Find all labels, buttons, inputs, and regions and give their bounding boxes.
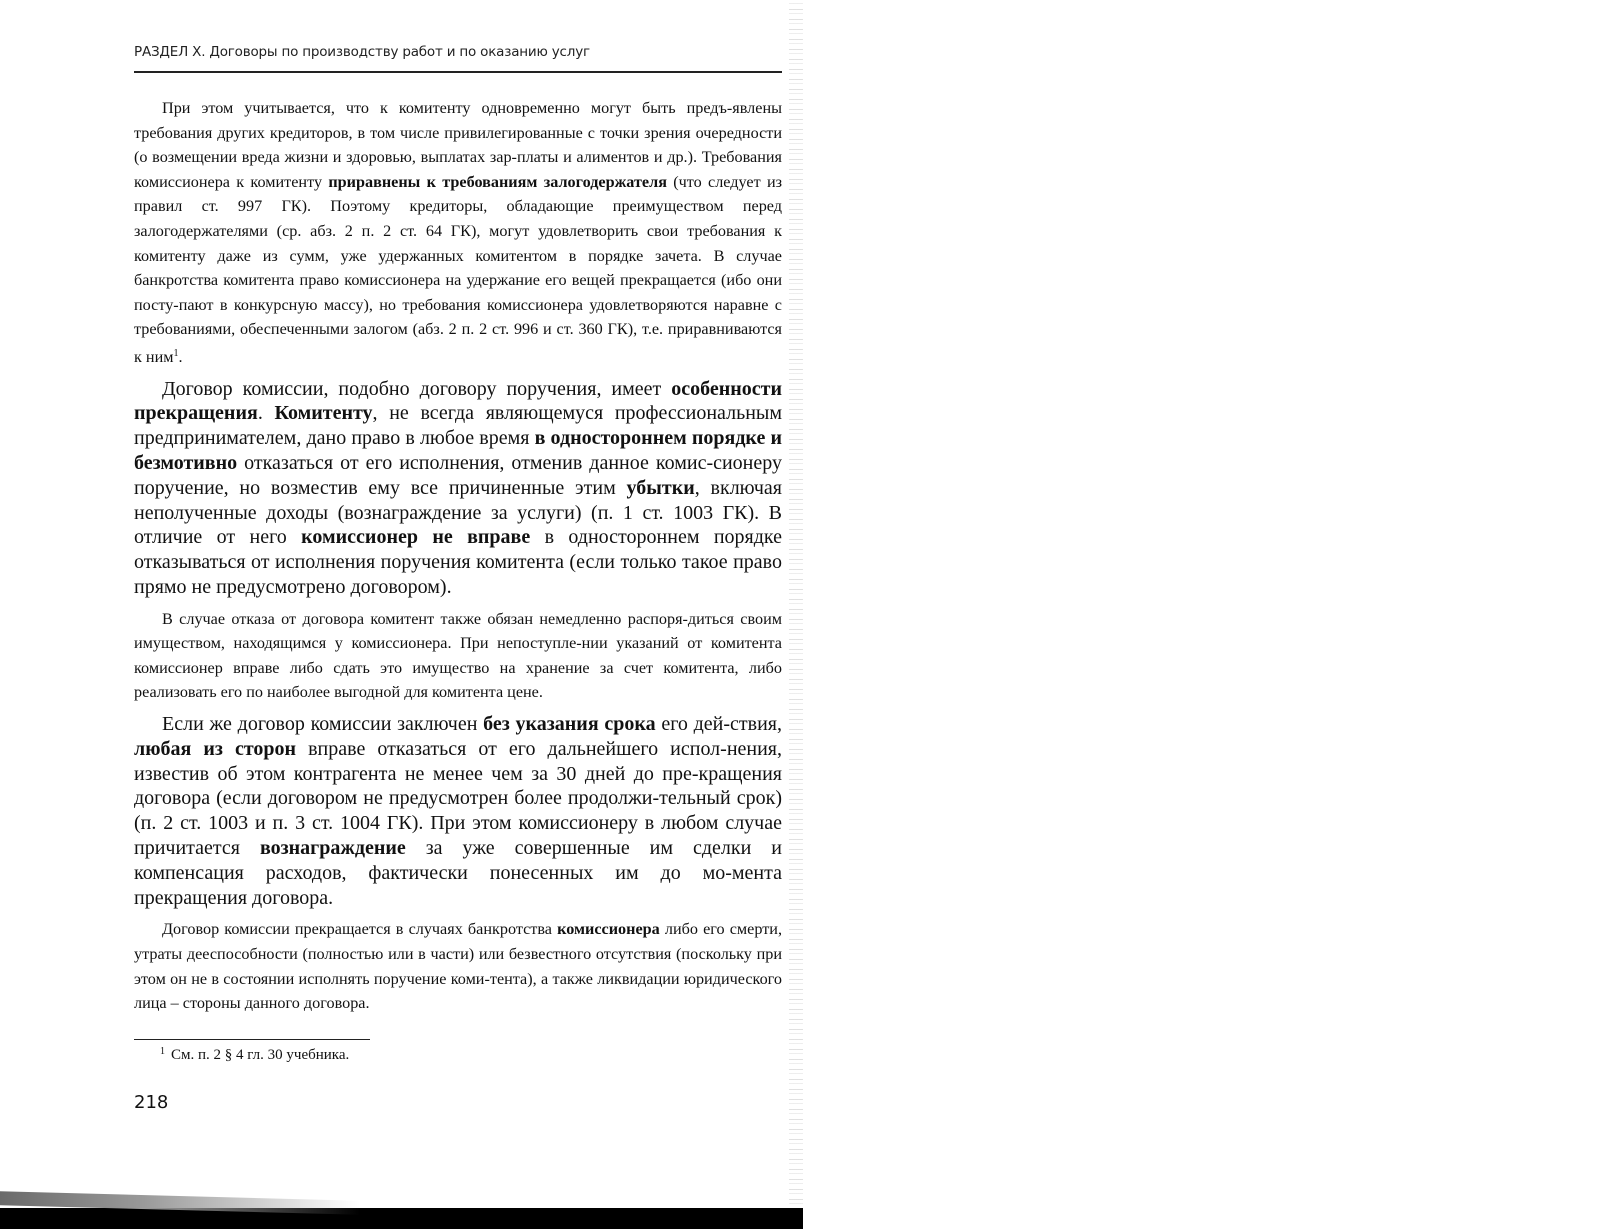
text-segment: его дей-ствия,	[655, 713, 782, 736]
scan-edge-shadow	[789, 0, 803, 1229]
paragraph-gap	[134, 910, 782, 917]
emphasis-term: в одностороннем порядке и безмотивно	[134, 427, 782, 474]
text-segment: , включая неполученные доходы (вознаграждение за услуги) (п. 1 ст. 1003 ГК). В отличие от него	[134, 476, 782, 549]
text-segment: При этом учитывается, что к комитенту одновременно могут быть предъ-явлены требования других кредиторов, в том числе привилегированные с точки зрения очередности (о возмещении вреда жизни и здоровью, выплатах зар-платы и алиментов и др.). Требования комиссионера к комитенту	[134, 99, 782, 191]
text-segment: в одностороннем порядке отказываться от исполнения поручения комитента (если только такое право прямо не предусмотрено договором).	[134, 526, 783, 598]
emphasis-term: комиссионера	[557, 920, 660, 939]
text-segment: либо его смерти, утраты дееспособности (полностью или в части) или безвестного отсутствия (поскольку при этом он не в состоянии исполнять поручение коми-тента), а также ликвидации юридического лица – стороны данного договора.	[134, 920, 782, 1013]
emphasis-term: особенности прекращения	[134, 377, 782, 425]
paragraph	[134, 96, 782, 370]
text-segment: В случае отказа от договора комитент также обязан немедленно распоря-диться своим имуществом, находящимся у комиссионера. При непоступле-нии указаний от комитента комиссионер вправе либо сдать это имущество на хранение за счет комитента, либо реализовать его по наиболее выгодной для комитента цене.	[134, 609, 782, 702]
text-segment: Если же договор комиссии заключен	[162, 713, 484, 736]
text-segment: за уже совершенные им сделки и компенсация расходов, фактически понесенных им до мо-мента прекращения договора.	[134, 837, 782, 909]
running-head: РАЗДЕЛ X. Договоры по производству работ и по оказанию услуг	[134, 44, 590, 60]
emphasis-term: без указания срока	[483, 713, 656, 736]
text-segment: Договор комиссии, подобно договору поручения, имеет	[162, 377, 672, 400]
paragraph-gap	[134, 370, 782, 377]
paragraph	[134, 712, 782, 910]
text-segment: .	[178, 347, 183, 366]
paragraph	[134, 607, 782, 705]
body-text	[134, 96, 782, 1016]
emphasis-term: вознаграждение	[259, 837, 406, 860]
footnote-reference: 1	[173, 347, 179, 359]
footnote-rule	[134, 1039, 370, 1040]
page-number: 218	[134, 1092, 169, 1113]
text-segment: вправе отказаться от его дальнейшего испол-нения, известив об этом контрагента не менее чем за 30 дней до пре-кращения договора (если договором не предусмотрен более продолжи-тельный срок) (п. 2 ст. 1003 и п. 3 ст. 1004 ГК). При этом комиссионеру в любом случае причитается	[134, 737, 782, 860]
footnote-text: См. п. 2 § 4 гл. 30 учебника.	[171, 1047, 350, 1063]
text-segment: .	[257, 402, 275, 425]
text-segment: отказаться от его исполнения, отменив данное комис-сионеру поручение, но возместив ему все причиненные этим	[134, 451, 782, 499]
emphasis-term: комиссионер не вправе	[301, 526, 531, 549]
paragraph-gap	[134, 705, 782, 712]
text-segment: (что следует из правил ст. 997 ГК). Поэтому кредиторы, обладающие преимуществом перед залогодержателями (ср. абз. 2 п. 2 ст. 64 ГК), могут удовлетворить свои требования к комитенту даже из сумм, уже удержанных комитентом в порядке зачета. В случае банкротства комитента право комиссионера на удержание его вещей прекращается (ибо они посту-пают в конкурсную массу), но требования комиссионера удовлетворяются наравне с требованиями, обеспеченными залогом (абз. 2 п. 2 ст. 996 и ст. 360 ГК), т.е. приравниваются к ним	[134, 172, 783, 366]
footnote-mark: 1	[160, 1046, 165, 1057]
text-segment: , не всегда являющемуся профессиональным предпринимателем, дано право в любое время	[134, 402, 783, 450]
header-rule	[134, 71, 782, 73]
emphasis-term: приравнены к требованиям залогодержателя	[328, 172, 667, 191]
paragraph	[134, 917, 782, 1015]
paragraph	[134, 377, 782, 600]
emphasis-term: любая из сторон	[134, 737, 297, 760]
footnote	[160, 1046, 349, 1064]
text-segment: Договор комиссии прекращается в случаях банкротства	[162, 920, 558, 939]
paragraph-gap	[134, 600, 782, 607]
scan-bottom-shadow	[0, 1208, 803, 1229]
emphasis-term: убытки	[626, 476, 695, 499]
emphasis-term: Комитенту	[274, 402, 373, 425]
